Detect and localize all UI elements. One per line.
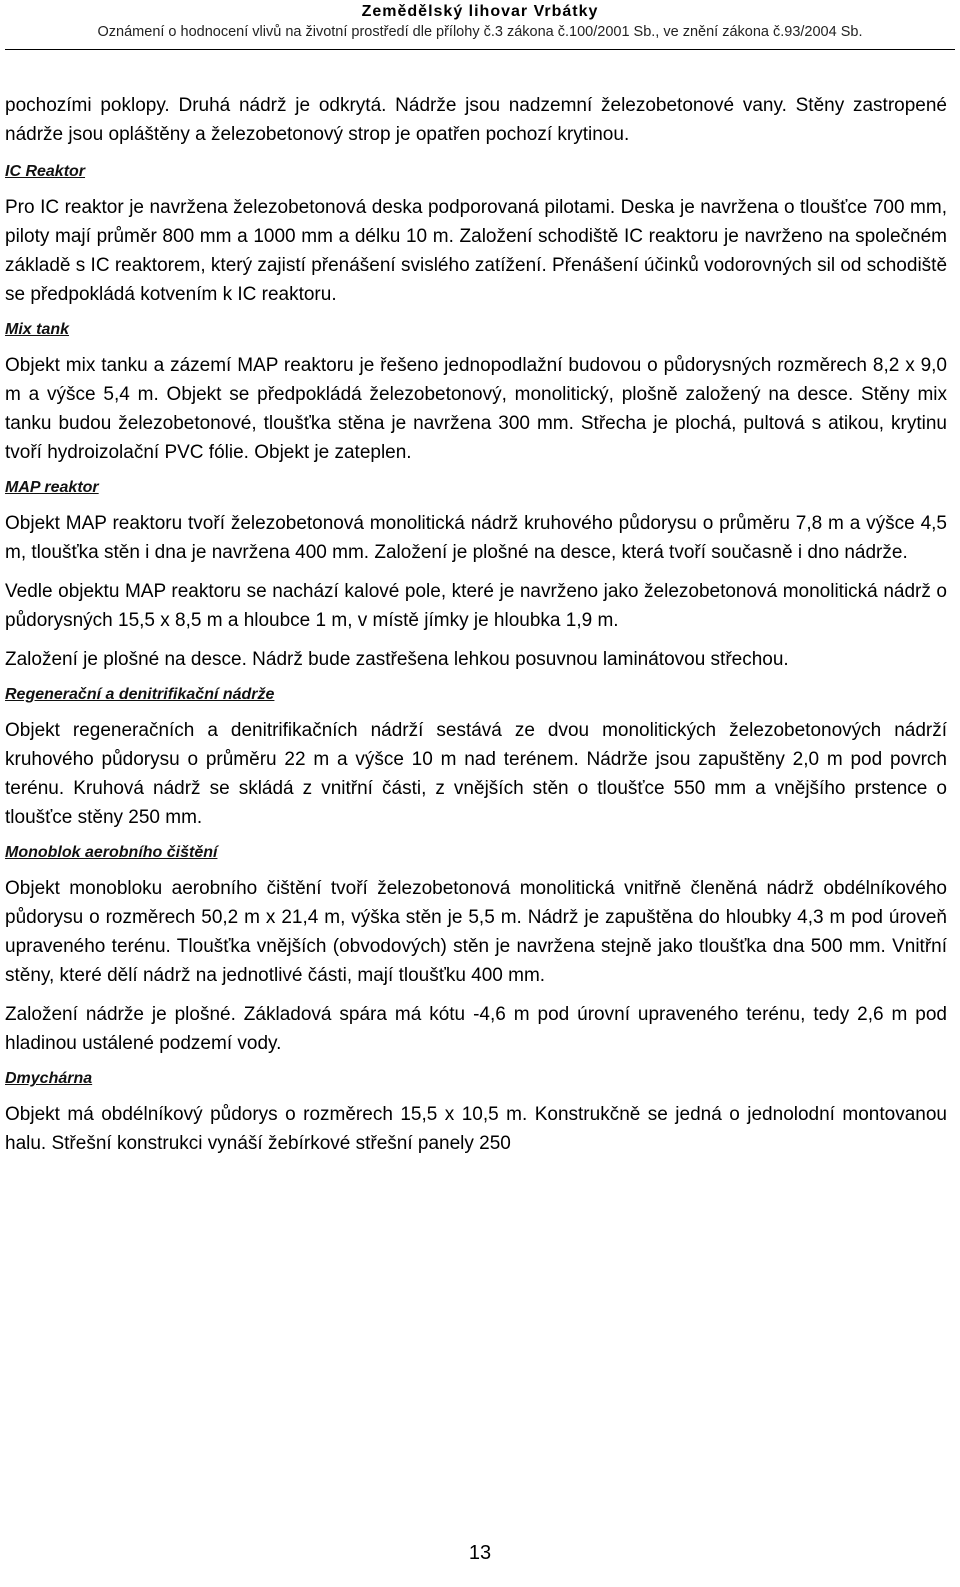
page-number: 13 [468, 1542, 492, 1564]
section-heading-monoblok: Monoblok aerobního čištění [5, 844, 218, 861]
section-paragraph: Objekt monobloku aerobního čištění tvoří železobetonová monolitická vnitřně členěná nádrž obdélníkového půdorysu o rozměrech 50,2 m x 21,4 m, výška stěn je 5,5 m. Nádrž je zapuštěna do hloubky 4,3 m pod úroveň upraveného terénu. Tloušťka vnějších (obvodových) stěn je navržena stejně jako tloušťka dna 500 mm. Vnitřní stěny, které dělí nádrž na jednotlivé části, mají tloušťku 400 mm. [5, 878, 947, 986]
header-divider [5, 49, 955, 50]
section-heading-mix-tank: Mix tank [5, 321, 70, 338]
document-subtitle: Oznámení o hodnocení vlivů na životní prostředí dle přílohy č.3 zákona č.100/2001 Sb., ve znění zákona č.93/2004 Sb. [97, 24, 863, 40]
section-heading-map-reaktor: MAP reaktor [5, 479, 99, 496]
section-paragraph: Objekt MAP reaktoru tvoří železobetonová monolitická nádrž kruhového půdorysu o průměru 7,8 m a výšce 4,5 m, tloušťka stěn i dna je navržena 400 mm. Založení je plošné na desce, která tvoří současně i dno nádrže. [5, 513, 947, 563]
section-paragraph: Vedle objektu MAP reaktoru se nachází kalové pole, které je navrženo jako železobetonová monolitická nádrž o půdorysných 15,5 x 8,5 m a hloubce 1 m, v místě jímky je hloubka 1,9 m. [5, 581, 947, 631]
section-paragraph: Objekt má obdélníkový půdorys o rozměrech 15,5 x 10,5 m. Konstrukčně se jedná o jednolodní montovanou halu. Střešní konstrukci vynáší žebírkové střešní panely 250 [5, 1104, 947, 1154]
section-paragraph: Založení je plošné na desce. Nádrž bude zastřešena lehkou posuvnou laminátovou střechou. [5, 649, 789, 670]
section-paragraph: Pro IC reaktor je navržena železobetonová deska podporovaná pilotami. Deska je navržena o tloušťce 700 mm, piloty mají průměr 800 mm a 1000 mm a délku 10 m. Založení schodiště IC reaktoru je navrženo na společném základě s IC reaktorem, který zajistí přenášení svislého zatížení. Přenášení účinků vodorovných sil od schodiště se předpokládá kotvením k IC reaktoru. [5, 197, 948, 305]
page-header [0, 0, 960, 42]
document-body [5, 91, 947, 1168]
document-title: Zemědělský lihovar Vrbátky [361, 3, 599, 20]
section-heading-dmycharna: Dmychárna [5, 1070, 93, 1087]
intro-paragraph: pochozími poklopy. Druhá nádrž je odkrytá. Nádrže jsou nadzemní železobetonové vany. Stěny zastropené nádrže jsou opláštěny a železobetonový strop je opatřen pochozí krytinou. [5, 95, 947, 145]
section-paragraph: Založení nádrže je plošné. Základová spára má kótu -4,6 m pod úrovní upraveného terénu, tedy 2,6 m pod hladinou ustálené podzemí vody. [5, 1004, 947, 1054]
section-paragraph: Objekt regeneračních a denitrifikačních nádrží sestává ze dvou monolitických železobetonových nádrží kruhového půdorysu o průměru 22 m a výšce 10 m nad terénem. Nádrže jsou zapuštěny 2,0 m pod povrch terénu. Kruhová nádrž se skládá z vnitřní části, z vnějších stěn o tloušťce 550 mm a vnějšího prstence o tloušťce stěny 250 mm. [5, 720, 947, 828]
section-paragraph: Objekt mix tanku a zázemí MAP reaktoru je řešeno jednopodlažní budovou o půdorysných rozměrech 8,2 x 9,0 m a výšce 5,4 m. Objekt se předpokládá železobetonový, monolitický, plošně založený na desce. Stěny mix tanku budou železobetonové, tloušťka stěna je navržena 300 mm. Střecha je plochá, pultová s atikou, krytinu tvoří hydroizolační PVC fólie. Objekt je zateplen. [5, 355, 947, 463]
section-heading-ic-reaktor: IC Reaktor [5, 163, 86, 180]
section-heading-regeneracni-nadrze: Regenerační a denitrifikační nádrže [5, 686, 275, 703]
